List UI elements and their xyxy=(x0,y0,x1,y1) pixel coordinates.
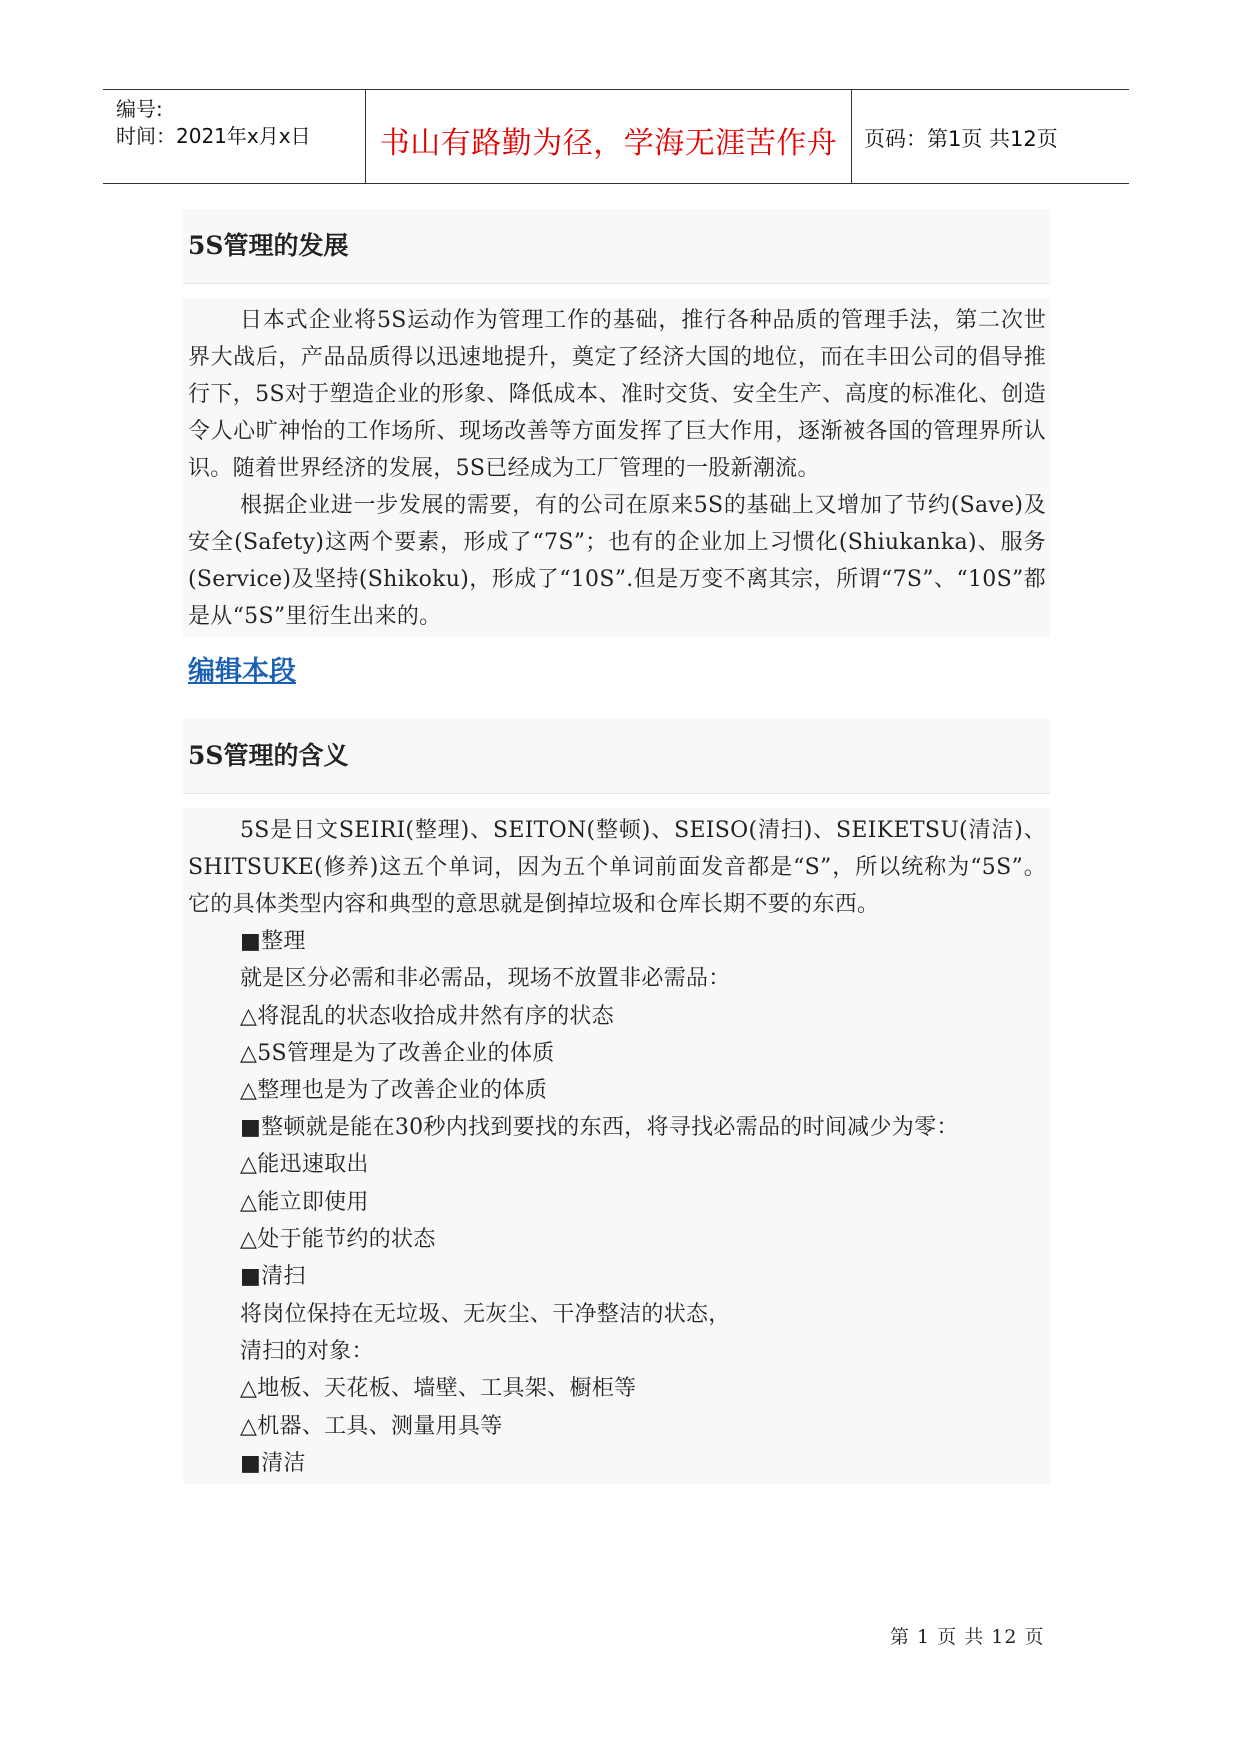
list-item: △将混乱的状态收拾成井然有序的状态 xyxy=(240,1003,615,1029)
header-middle-cell xyxy=(366,90,852,183)
section-text-development xyxy=(183,298,1050,637)
header-page-number: 页码：第1页 共12页 xyxy=(864,127,1058,151)
serial-number-label: 编号: xyxy=(116,97,163,121)
header-right-cell xyxy=(852,90,1129,183)
paragraph: 根据企业进一步发展的需要，有的公司在原来5S的基础上又增加了节约(Save)及安全(Safety)这两个要素，形成了“7S”；也有的企业加上习惯化(Shiukanka)、服务(Service)及坚持(Shikoku)，形成了“10S”.但是万变不离其宗，所谓“7S”、“10S”都是从“5S”里衍生出来的。 xyxy=(188,493,1046,629)
list-item: △整理也是为了改善企业的体质 xyxy=(240,1078,548,1104)
page-footer: 第 1 页 共 12 页 xyxy=(890,1626,1045,1648)
section-title-meaning: 5S管理的含义 xyxy=(188,741,349,770)
header-left-cell xyxy=(103,90,366,183)
list-item: △能迅速取出 xyxy=(240,1152,369,1178)
paragraph: 日本式企业将5S运动作为管理工作的基础，推行各种品质的管理手法，第二次世界大战后，产品品质得以迅速地提升，奠定了经济大国的地位，而在丰田公司的倡导推行下，5S对于塑造企业的形象、降低成本、准时交货、安全生产、高度的标准化、创造令人心旷神怡的工作场所、现场改善等方面发挥了巨大作用，逐渐被各国的管理界所认识。随着世界经济的发展，5S已经成为工厂管理的一股新潮流。 xyxy=(188,308,1046,481)
page-header xyxy=(103,89,1129,184)
list-item: ■整理 xyxy=(240,929,306,954)
list-item: 将岗位保持在无垃圾、无灰尘、干净整洁的状态， xyxy=(240,1301,731,1327)
section-title-development: 5S管理的发展 xyxy=(188,231,349,260)
list-item: ■清扫 xyxy=(240,1264,306,1290)
list-item: △处于能节约的状态 xyxy=(240,1227,436,1253)
time-label: 时间：2021年x月x日 xyxy=(116,124,311,148)
list-item: △机器、工具、测量用具等 xyxy=(240,1413,503,1439)
list-item: △能立即使用 xyxy=(240,1189,369,1215)
list-item: 清扫的对象： xyxy=(240,1338,374,1364)
list-item: △5S管理是为了改善企业的体质 xyxy=(240,1040,555,1066)
list-item: ■清洁 xyxy=(240,1450,306,1476)
list-item: △地板、天花板、墙壁、工具架、橱柜等 xyxy=(240,1376,637,1402)
list-item: 就是区分必需和非必需品，现场不放置非必需品： xyxy=(240,966,731,992)
header-motto: 书山有路勤为径，学海无涯苦作舟 xyxy=(379,126,838,161)
section-heading-block xyxy=(183,209,1050,284)
section-heading-block xyxy=(183,719,1050,794)
paragraph: 5S是日文SEIRI(整理)、SEITON(整顿)、SEISO(清扫)、SEIKETSU(清洁)、SHITSUKE(修养)这五个单词，因为五个单词前面发音都是“S”，所以统称为“5S”。它的具体类型内容和典型的意思就是倒掉垃圾和仓库长期不要的东西。 xyxy=(188,818,1046,917)
edit-section-link[interactable]: 编辑本段 xyxy=(188,656,296,687)
section-text-meaning xyxy=(183,808,1050,1484)
list-item: ■整顿就是能在30秒内找到要找的东西，将寻找必需品的时间减少为零： xyxy=(240,1115,959,1141)
document-body xyxy=(183,209,1050,1484)
